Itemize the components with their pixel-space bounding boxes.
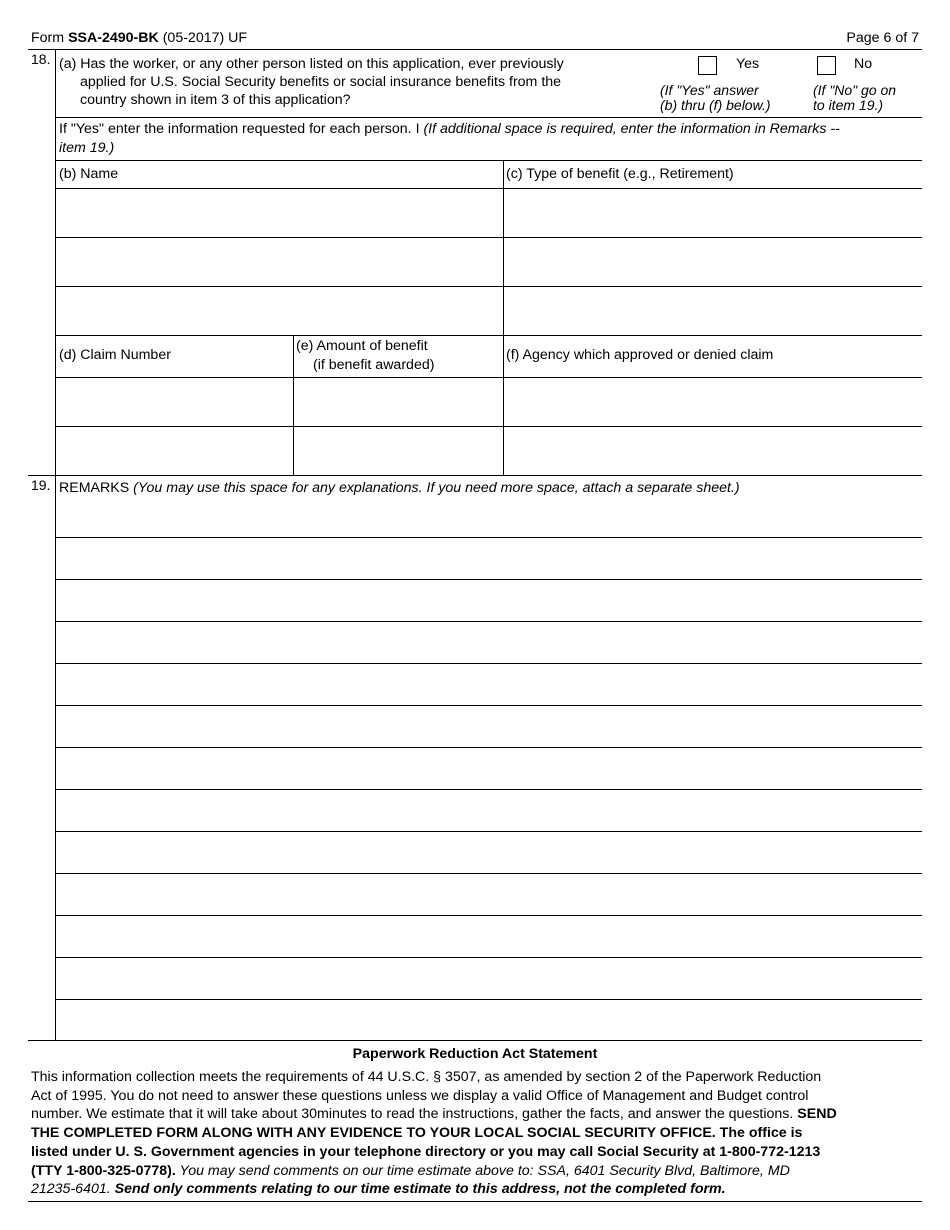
remarks-heading (59, 479, 740, 497)
item-18-question-line1: (a) Has the worker, or any other person listed on this application, ever previously (59, 56, 564, 72)
no-hint-line2: to item 19.) (813, 97, 884, 113)
paperwork-line5: listed under U. S. Government agencies in your telephone directory or you may call Social Security at 1-800-772-1213 (31, 1143, 821, 1160)
paperwork-title: Paperwork Reduction Act Statement (352, 1046, 598, 1062)
header-rule (28, 49, 922, 50)
benefit-type-field-3[interactable] (504, 287, 922, 334)
form-prefix: Form (31, 30, 65, 46)
claim-number-field-1[interactable] (56, 378, 292, 425)
item-18-instruction-line1 (59, 120, 840, 138)
col-e-label-line2: (if benefit awarded) (313, 357, 435, 373)
name-field-1[interactable] (56, 189, 502, 236)
remarks-line (55, 747, 922, 748)
yes-label: Yes (736, 56, 760, 72)
row-rule (55, 335, 922, 336)
remarks-line (55, 663, 922, 664)
remarks-line (55, 831, 922, 832)
remarks-line (55, 789, 922, 790)
benefit-type-field-2[interactable] (504, 238, 922, 285)
paperwork-line1: This information collection meets the requirements of 44 U.S.C. § 3507, as amended by section 2 of the Paperwork Reduction (31, 1069, 822, 1085)
benefit-amount-field-1[interactable] (294, 378, 502, 425)
col-b-label: (b) Name (59, 166, 119, 182)
name-field-3[interactable] (56, 287, 502, 334)
item-18-instruction-line2: item 19.) (59, 140, 115, 156)
yes-checkbox[interactable] (698, 56, 717, 75)
yes-hint-line2: (b) thru (f) below.) (660, 97, 771, 113)
paperwork-line3-plain: number. We estimate that it will take about 30minutes to read the instructions, gather the facts, and answer the questions. (31, 1106, 798, 1123)
remarks-line (55, 621, 922, 622)
paperwork-line6 (31, 1162, 921, 1181)
benefit-type-field-1[interactable] (504, 189, 922, 236)
benefit-amount-field-2[interactable] (294, 427, 502, 474)
item-18-question-rule (55, 117, 922, 118)
paperwork-statement (31, 1068, 921, 1199)
form-identifier (31, 29, 247, 47)
page-number: Page 6 of 7 (846, 30, 919, 46)
yes-hint-line1: (If "Yes" answer (660, 82, 759, 98)
col-f-label: (f) Agency which approved or denied claim (506, 347, 774, 363)
col-d-label: (d) Claim Number (59, 347, 171, 363)
remarks-line (55, 999, 922, 1000)
no-hint-line1: (If "No" go on (813, 82, 897, 98)
paperwork-line6-address: SSA, 6401 Security Blvd, Baltimore, MD (537, 1162, 790, 1179)
remarks-hint: (You may use this space for any explanations. If you need more space, attach a separate sheet.) (133, 480, 740, 496)
form-number: SSA-2490-BK (68, 30, 159, 46)
item-18-question-line2: applied for U.S. Social Security benefits or social insurance benefits from the (80, 74, 562, 90)
paperwork-line7 (31, 1180, 921, 1199)
paperwork-line3-bold: SEND (797, 1106, 837, 1123)
remarks-line (55, 957, 922, 958)
remarks-label: REMARKS (59, 480, 130, 496)
item-18-bottom-rule (28, 475, 922, 476)
agency-field-1[interactable] (504, 378, 922, 425)
item-18-number: 18. (31, 51, 51, 67)
remarks-line (55, 579, 922, 580)
paperwork-line3 (31, 1105, 921, 1124)
agency-field-2[interactable] (504, 427, 922, 474)
remarks-line (55, 915, 922, 916)
claim-number-field-2[interactable] (56, 427, 292, 474)
remarks-line (55, 537, 922, 538)
instruction-italic: (If additional space is required, enter the information in Remarks -- (423, 121, 840, 137)
remarks-line (55, 873, 922, 874)
col-c-label: (c) Type of benefit (e.g., Retirement) (506, 166, 734, 182)
col-e-label-line1: (e) Amount of benefit (296, 338, 428, 354)
table-top-rule (55, 160, 922, 161)
no-checkbox[interactable] (817, 56, 836, 75)
instruction-plain: If "Yes" enter the information requested for each person. I (59, 121, 424, 137)
paperwork-line6-bold: (TTY 1-800-325-0778). (31, 1162, 176, 1179)
remarks-line (55, 705, 922, 706)
form-date: (05-2017) UF (162, 30, 248, 46)
paperwork-line7-italic: 21235-6401. (31, 1181, 115, 1198)
name-field-2[interactable] (56, 238, 502, 285)
paperwork-line6-italic: You may send comments on our time estimate above to: (175, 1162, 538, 1179)
paperwork-line4: THE COMPLETED FORM ALONG WITH ANY EVIDENCE TO YOUR LOCAL SOCIAL SECURITY OFFICE. The office is (31, 1125, 803, 1142)
item-18-question-line3: country shown in item 3 of this application? (80, 92, 351, 108)
paperwork-line7-bolditalic: Send only comments relating to our time estimate to this address, not the completed form. (114, 1181, 726, 1198)
remarks-bottom-rule (28, 1040, 922, 1041)
page-bottom-rule (28, 1201, 922, 1202)
remarks-textarea[interactable] (56, 500, 922, 1040)
no-label: No (854, 56, 873, 72)
paperwork-line2: Act of 1995. You do not need to answer these questions unless we display a valid Office of Management and Budget control (31, 1087, 809, 1104)
item-19-number: 19. (31, 477, 51, 493)
